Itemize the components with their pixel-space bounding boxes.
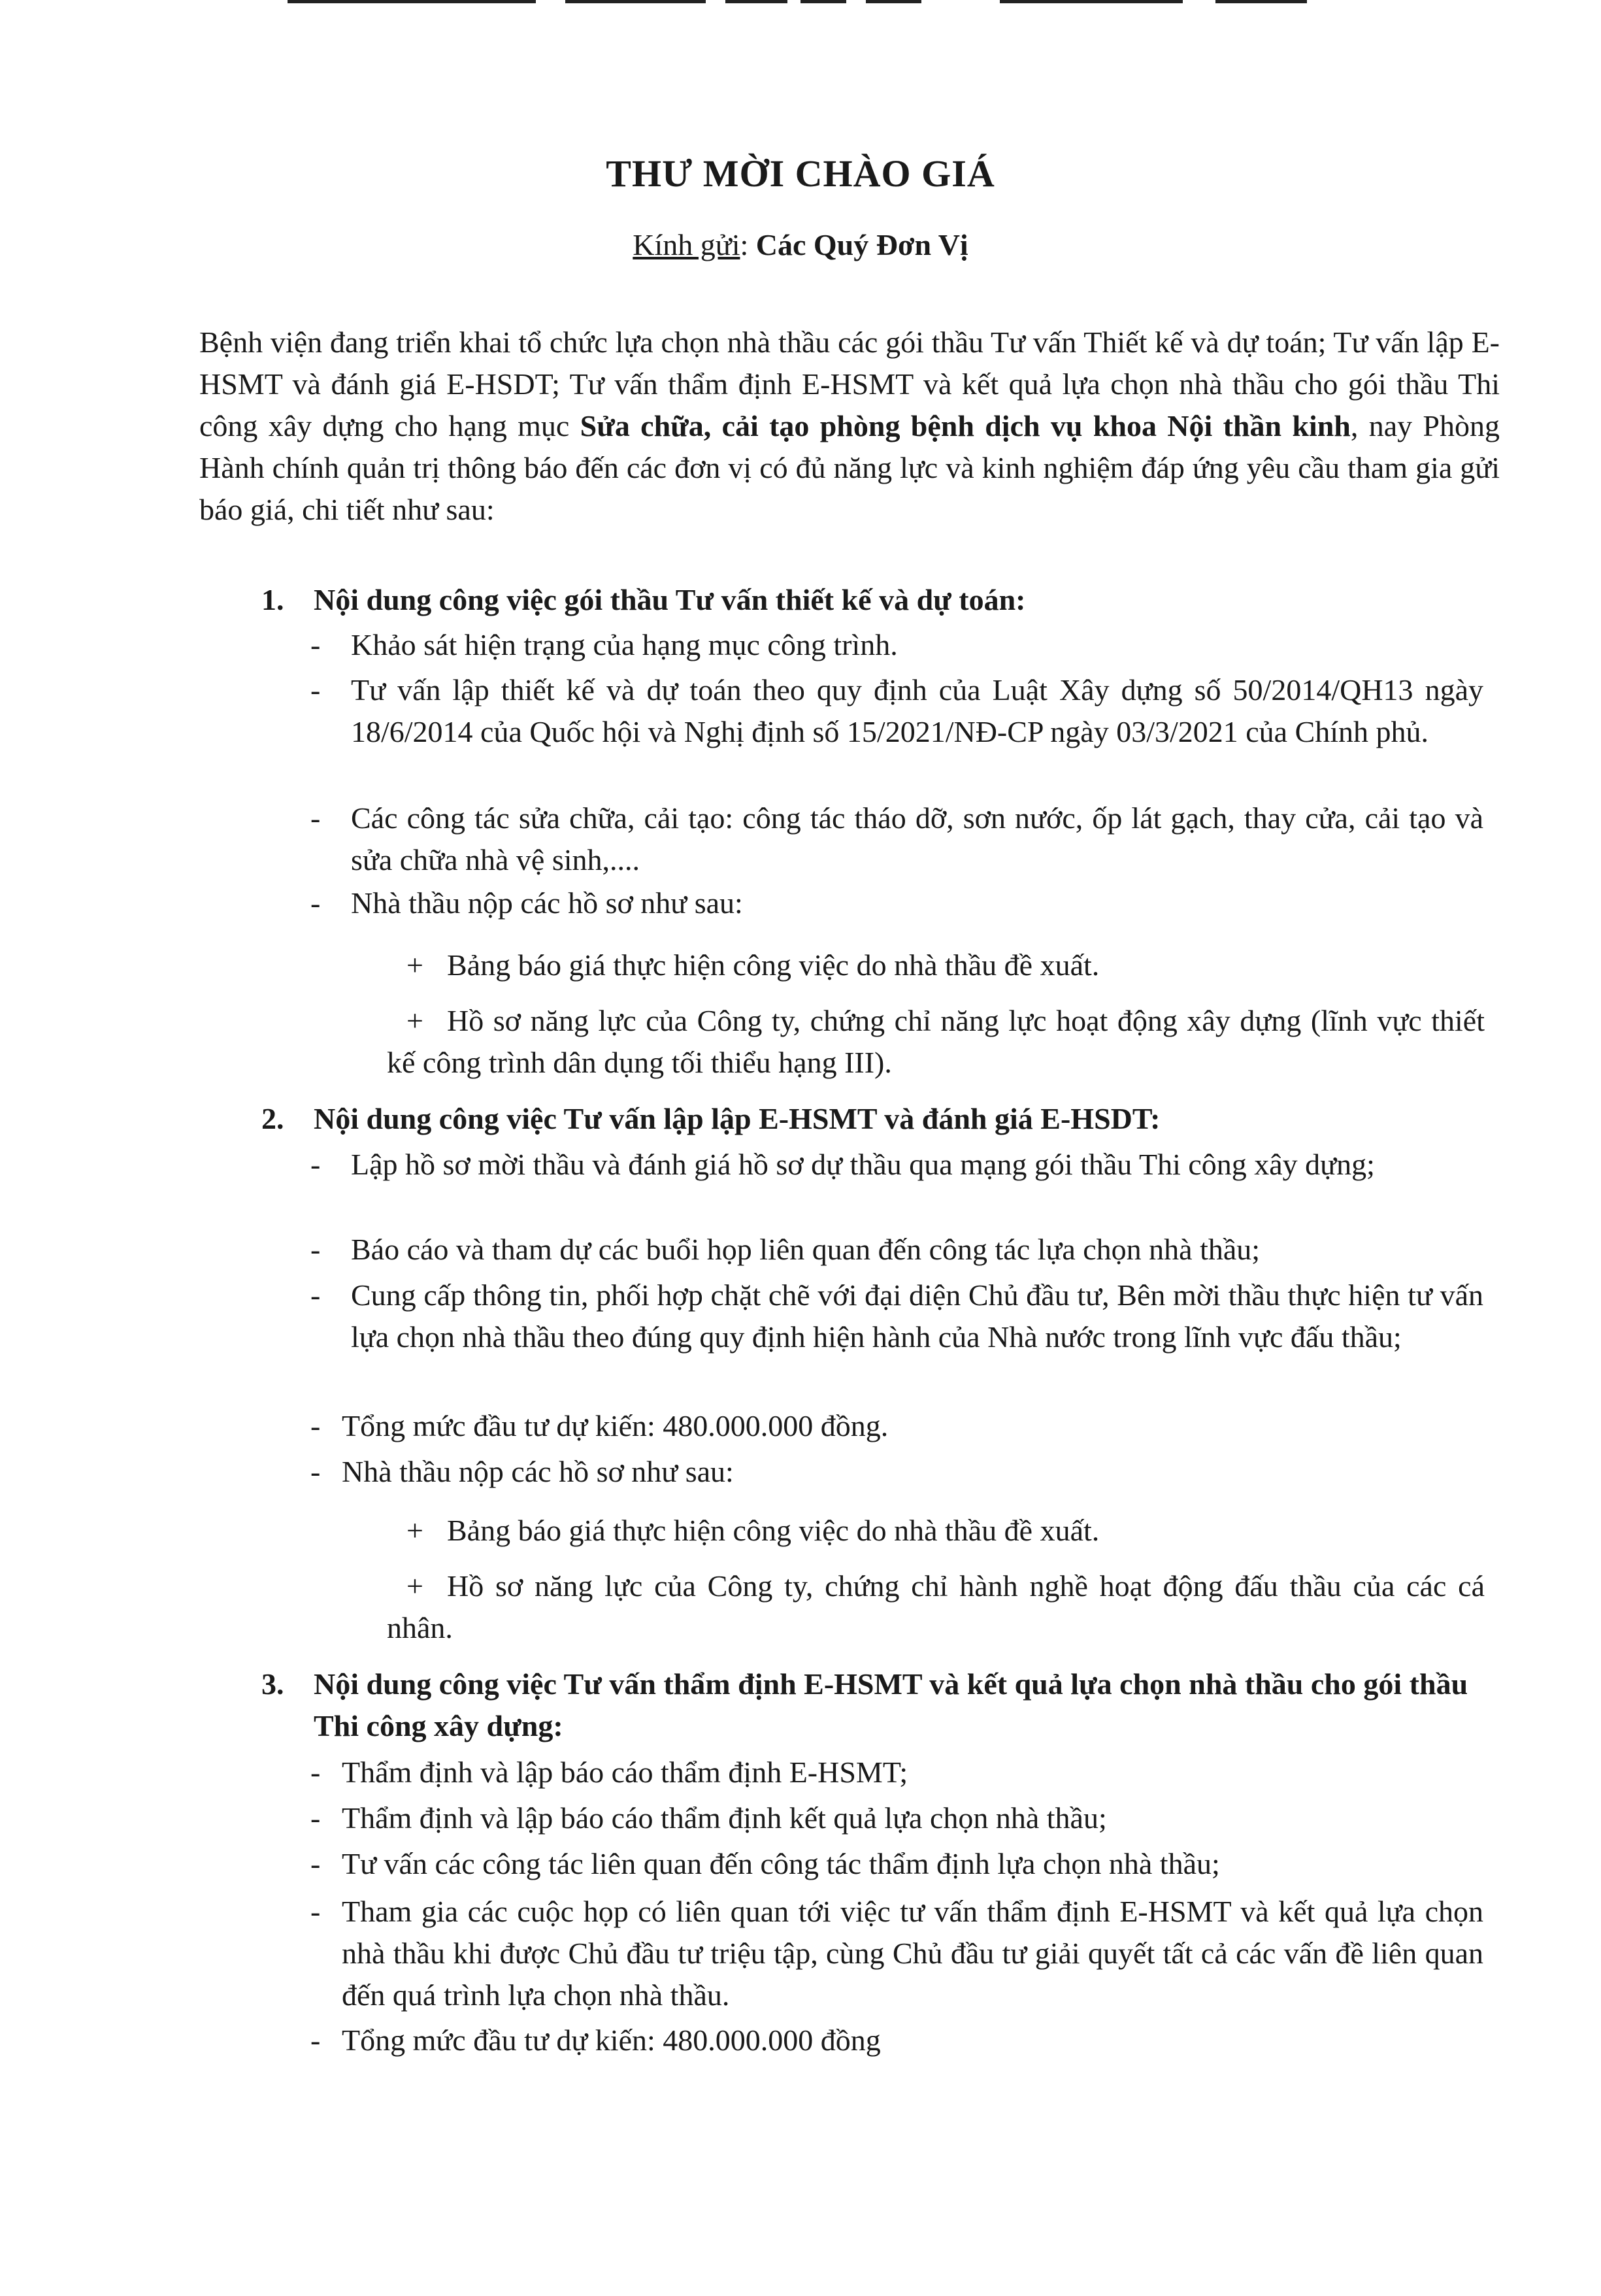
dash-marker: -: [310, 1455, 321, 1488]
list-item-text: Tham gia các cuộc họp có liên quan tới việc tư vấn thẩm định E-HSMT và kết quả lựa chọn nhà thầu khi được Chủ đầu tư triệu tập, cùng Chủ đầu tư giải quyết tất cả các vấn đề liên quan đến quá trình lựa chọn nhà thầu.: [342, 1895, 1483, 2012]
section-3-heading: [261, 1663, 1503, 1747]
dash-marker: -: [310, 801, 321, 835]
scan-edge-line: [725, 0, 787, 3]
list-item-text: Nhà thầu nộp các hồ sơ như sau:: [351, 886, 743, 920]
intro-paragraph: [199, 322, 1500, 531]
scan-edge-line: [565, 0, 706, 3]
list-item-text: Thẩm định và lập báo cáo thẩm định E-HSMT;: [342, 1755, 908, 1789]
sub-item-text: Bảng báo giá thực hiện công việc do nhà thầu đề xuất.: [447, 948, 1100, 982]
list-item-text: Lập hồ sơ mời thầu và đánh giá hồ sơ dự thầu qua mạng gói thầu Thi công xây dựng;: [351, 1148, 1375, 1181]
scan-edge-line: [1000, 0, 1183, 3]
intro-text: , nay Phòng Hành chính quản trị thông báo đến các đơn vị có đủ năng lực và kinh nghiệm đáp ứng yêu cầu tham gia gửi báo giá, chi tiết như sau:: [199, 409, 1500, 526]
salutation: [0, 227, 1601, 262]
dash-marker: -: [310, 1233, 321, 1266]
scan-edge-line: [288, 0, 536, 3]
page-title: THƯ MỜI CHÀO GIÁ: [606, 152, 995, 195]
sub-item: [387, 944, 1485, 986]
list-item: [310, 1229, 1483, 1271]
dash-marker: -: [310, 1148, 321, 1181]
list-item: [310, 2020, 1483, 2061]
list-item: [310, 1274, 1483, 1358]
sub-item-text: Hồ sơ năng lực của Công ty, chứng chỉ hành nghề hoạt động đấu thầu của các cá nhân.: [387, 1569, 1485, 1644]
list-item-text: Tư vấn các công tác liên quan đến công tác thẩm định lựa chọn nhà thầu;: [342, 1847, 1220, 1880]
list-item-text: Các công tác sửa chữa, cải tạo: công tác tháo dỡ, sơn nước, ốp lát gạch, thay cửa, cải tạo và sửa chữa nhà vệ sinh,....: [351, 801, 1483, 876]
sub-item-text: Hồ sơ năng lực của Công ty, chứng chỉ năng lực hoạt động xây dựng (lĩnh vực thiết kế công trình dân dụng tối thiểu hạng III).: [387, 1004, 1485, 1079]
list-item: [310, 1451, 1483, 1493]
dash-marker: -: [310, 673, 321, 707]
section-number: 3.: [261, 1667, 284, 1701]
dash-marker: -: [310, 886, 321, 920]
list-item: [310, 669, 1483, 753]
sub-item: [387, 1510, 1485, 1552]
dash-marker: -: [310, 1895, 321, 1928]
dash-marker: -: [310, 628, 321, 661]
section-number: 1.: [261, 583, 284, 616]
dash-marker: -: [310, 1409, 321, 1442]
list-item: [310, 1405, 1483, 1447]
salutation-recipient: Các Quý Đơn Vị: [755, 228, 968, 261]
scan-edge-line: [1215, 0, 1307, 3]
list-item: [310, 624, 1483, 666]
list-item-text: Khảo sát hiện trạng của hạng mục công trình.: [351, 628, 898, 661]
list-item: [310, 1797, 1483, 1839]
list-item-text: Cung cấp thông tin, phối hợp chặt chẽ với đại diện Chủ đầu tư, Bên mời thầu thực hiện tư vấn lựa chọn nhà thầu theo đúng quy định hiện hành của Nhà nước trong lĩnh vực đấu thầu;: [351, 1278, 1483, 1354]
plus-marker: +: [406, 948, 423, 982]
sub-item: [387, 1000, 1485, 1084]
section-title: Nội dung công việc Tư vấn thẩm định E-HSMT và kết quả lựa chọn nhà thầu cho gói thầu Thi công xây dựng:: [314, 1667, 1468, 1742]
plus-marker: +: [406, 1004, 423, 1037]
section-title: Nội dung công việc gói thầu Tư vấn thiết kế và dự toán:: [314, 583, 1026, 616]
list-item-text: Thẩm định và lập báo cáo thẩm định kết quả lựa chọn nhà thầu;: [342, 1801, 1107, 1835]
sub-item-text: Bảng báo giá thực hiện công việc do nhà thầu đề xuất.: [447, 1514, 1100, 1547]
dash-marker: -: [310, 2023, 321, 2057]
intro-project-name: Sửa chữa, cải tạo phòng bệnh dịch vụ khoa Nội thần kinh: [580, 409, 1351, 442]
plus-marker: +: [406, 1569, 423, 1603]
list-item: [310, 1144, 1483, 1186]
salutation-label: Kính gửi: [633, 228, 740, 261]
list-item: [310, 1752, 1483, 1793]
list-item-text: Nhà thầu nộp các hồ sơ như sau:: [342, 1455, 734, 1488]
dash-marker: -: [310, 1847, 321, 1880]
section-2-heading: [261, 1098, 1503, 1140]
list-item-text: Tổng mức đầu tư dự kiến: 480.000.000 đồng: [342, 2023, 881, 2057]
list-item-text: Báo cáo và tham dự các buổi họp liên quan đến công tác lựa chọn nhà thầu;: [351, 1233, 1261, 1266]
list-item: [310, 1891, 1483, 2016]
dash-marker: -: [310, 1278, 321, 1312]
section-number: 2.: [261, 1102, 284, 1135]
list-item: [310, 797, 1483, 881]
list-item-text: Tư vấn lập thiết kế và dự toán theo quy định của Luật Xây dựng số 50/2014/QH13 ngày 18/6/2014 của Quốc hội và Nghị định số 15/2021/NĐ-CP ngày 03/3/2021 của Chính phủ.: [351, 673, 1483, 748]
list-item: [310, 882, 1483, 924]
section-title: Nội dung công việc Tư vấn lập lập E-HSMT và đánh giá E-HSDT:: [314, 1102, 1161, 1135]
plus-marker: +: [406, 1514, 423, 1547]
section-1-heading: [261, 579, 1503, 621]
dash-marker: -: [310, 1755, 321, 1789]
intro-text: Bệnh viện đang triển khai tổ chức lựa chọn nhà thầu các gói thầu Tư vấn Thiết kế và dự toán; Tư vấn lập E-HSMT và đánh giá E-HSDT; Tư vấn thẩm định E-HSMT và kết quả lựa chọn nhà thầu cho gói thầu Thi công xây dựng cho hạng mục: [199, 325, 1500, 442]
sub-item: [387, 1565, 1485, 1649]
scan-edge-line: [800, 0, 846, 3]
list-item-text: Tổng mức đầu tư dự kiến: 480.000.000 đồng.: [342, 1409, 889, 1442]
salutation-separator: :: [740, 228, 756, 261]
list-item: [310, 1843, 1483, 1885]
dash-marker: -: [310, 1801, 321, 1835]
scan-edge-line: [866, 0, 921, 3]
